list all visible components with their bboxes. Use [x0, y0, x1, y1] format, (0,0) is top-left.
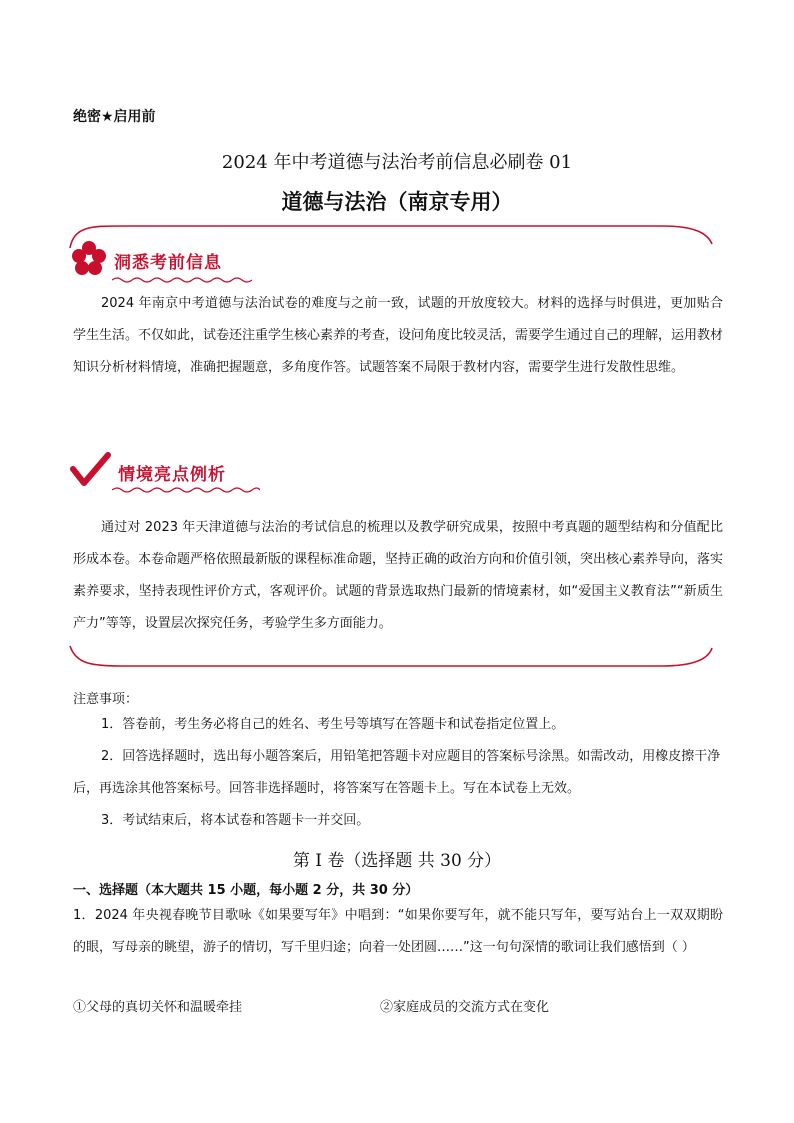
secret-label: 绝密★启用前 [73, 109, 156, 125]
note-item-2: 2．回答选择题时，选出每小题答案后，用铅笔把答题卡对应题目的答案标号涂黑。如需改动，用橡皮擦干净后，再选涂其他答案标号。回答非选择题时，将答案写在答题卡上。写在本试卷上无效。 [73, 749, 721, 796]
notes-title: 注意事项： [73, 692, 139, 707]
note-item-1: 1．答卷前，考生务必将自己的姓名、考生号等填写在答题卡和试卷指定位置上。 [101, 717, 565, 732]
section-info-underline [112, 276, 252, 284]
note-item-3: 3．考试结束后，将本试卷和答题卡一并交回。 [101, 813, 370, 828]
part1-title: 第 I 卷（选择题 共 30 分） [292, 851, 502, 871]
question-1-stem: 1．2024 年央视春晚节目歌咏《如果要写年》中唱到：“如果你要写年，就不能只写年，要写站台上一双双期盼的眼，写母亲的眺望，游子的情切，写千里归途；向着一处团圆……”这一句句深情的歌词让我们感悟到（ ） [73, 908, 723, 955]
section-highlight-text: 通过对 2023 年天津道德与法治的考试信息的梳理以及教学研究成果，按照中考真题的题型结构和分值配比形成本卷。本卷命题严格依照最新版的课程标准命题，坚持正确的政治方向和价值引领，突出核心素养导向，落实素养要求，坚持表现性评价方式，客观评价。试题的背景选取热门最新的情境素材，如“爱国主义教育法”“新质生产力”等等，设置层次探究任务，考验学生多方面能力。 [73, 520, 724, 631]
flower-icon [70, 239, 108, 281]
exam-subtitle: 道德与法治（南京专用） [281, 190, 513, 214]
question-1-option-2: ②家庭成员的交流方式在变化 [380, 1000, 550, 1015]
section-info-heading [70, 240, 222, 280]
frame-bottom-decoration [62, 640, 716, 670]
section-info-title: 洞悉考前信息 [114, 252, 222, 273]
question-1-option-1: ①父母的真切关怀和温暖牵挂 [73, 1000, 243, 1015]
exam-title: 2024 年中考道德与法治考前信息必刷卷 01 [221, 152, 573, 173]
choice-section-label: 一、选择题（本大题共 15 小题，每小题 2 分，共 30 分） [73, 883, 419, 898]
section-info-text: 2024 年南京中考道德与法治试卷的难度与之前一致，试题的开放度较大。材料的选择与时俱进，更加贴合学生生活。不仅如此，试卷还注重学生核心素养的考查，设问角度比较灵活，需要学生通过自己的理解，运用教材知识分析材料情境，准确把握题意，多角度作答。试题答案不局限于教材内容，需要学生进行发散性思维。 [73, 296, 724, 375]
section-highlight-underline [112, 486, 260, 494]
check-icon [70, 451, 112, 493]
section-highlight-title: 情境亮点例析 [118, 464, 226, 485]
